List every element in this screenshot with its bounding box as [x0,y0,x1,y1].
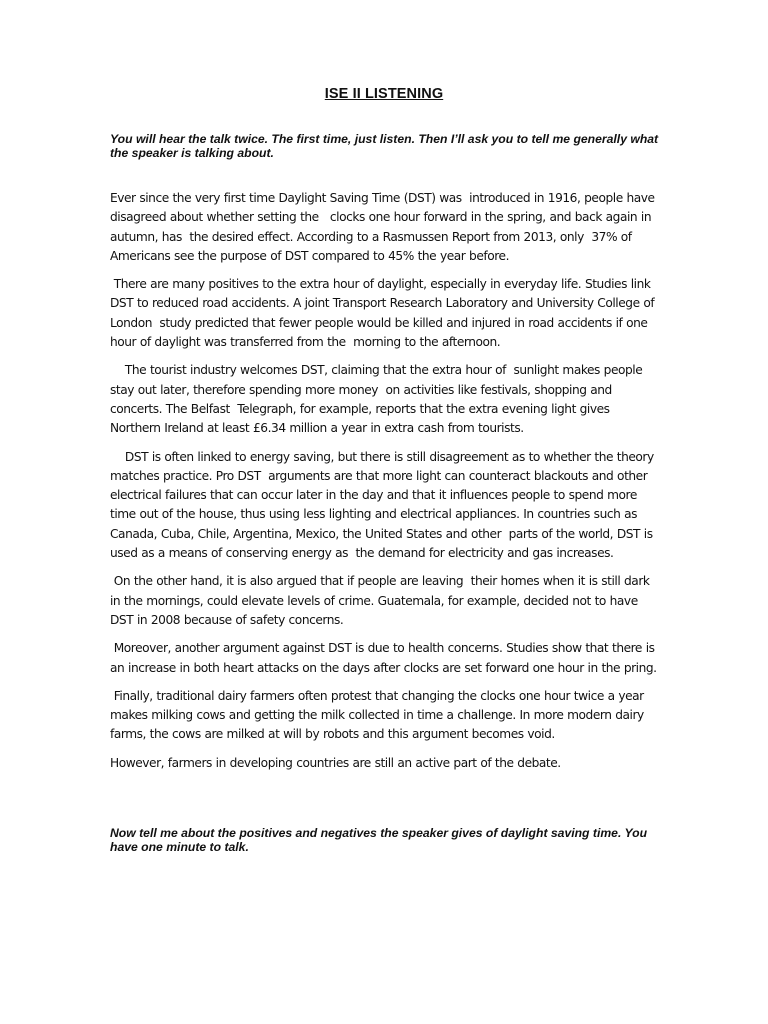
paragraph-introduction: Ever since the very first time Daylight Saving Time (DST) was introduced in 1916, people have disagreed about whether setting the clocks one hour forward in the spring, and back again in autumn, has the desired effect. According to a Rasmussen Report from 2013, only 37% of Americans see the purpose of DST compared to 45% the year before. [110,191,659,263]
talk-transcript [110,189,658,782]
paragraph-energy-saving: DST is often linked to energy saving, but there is still disagreement as to whether the theory matches practice. Pro DST arguments are that more light can counteract blackouts and other electrical failures that can occur later in the day and that it influences people to spend more time out of the house, thus using less lighting and electrical appliances. In countries such as Canada, Cuba, Chile, Argentina, Mexico, the United States and other parts of the world, DST is used as a means of conserving energy as the demand for electricity and gas increases. [110,449,658,561]
paragraph-dairy-farmers: Finally, traditional dairy farmers often protest that changing the clocks one hour twice a year makes milking cows and getting the milk collected in time a challenge. In more modern dairy farms, the cows are milked at will by robots and this argument becomes void. [110,688,648,742]
paragraph-health: Moreover, another argument against DST is due to health concerns. Studies show that there is an increase in both heart attacks on the days after clocks are set forward one hour in the pring. [110,641,659,675]
paragraph-developing-countries: However, farmers in developing countries are still an active part of the debate. [110,755,561,770]
paragraph-tourism: The tourist industry welcomes DST, claiming that the extra hour of sunlight makes people stay out later, therefore spending more money on activities like festivals, shopping and concerts. The Belfast Telegraph, for example, reports that the extra evening light gives Northern Ireland at least £6.34 million a year in extra cash from tourists. [110,363,647,436]
closing-instruction: Now tell me about the positives and negatives the speaker gives of daylight saving time. You have one minute to talk. [110,826,648,854]
intro-instruction: You will hear the talk twice. The first time, just listen. Then I’ll ask you to tell me generally what the speaker is talking about. [110,132,659,160]
paragraph-road-safety: There are many positives to the extra hour of daylight, especially in everyday life. Studies link DST to reduced road accidents. A joint Transport Research Laboratory and University College of London study predicted that fewer people would be killed and injured in road accidents if one hour of daylight was transferred from the morning to the afternoon. [110,277,658,350]
document-title: ISE II LISTENING [324,86,444,102]
paragraph-crime: On the other hand, it is also argued that if people are leaving their homes when it is still dark in the mornings, could elevate levels of crime. Guatemala, for example, decided not to have DST in 2008 because of safety concerns. [110,574,654,627]
